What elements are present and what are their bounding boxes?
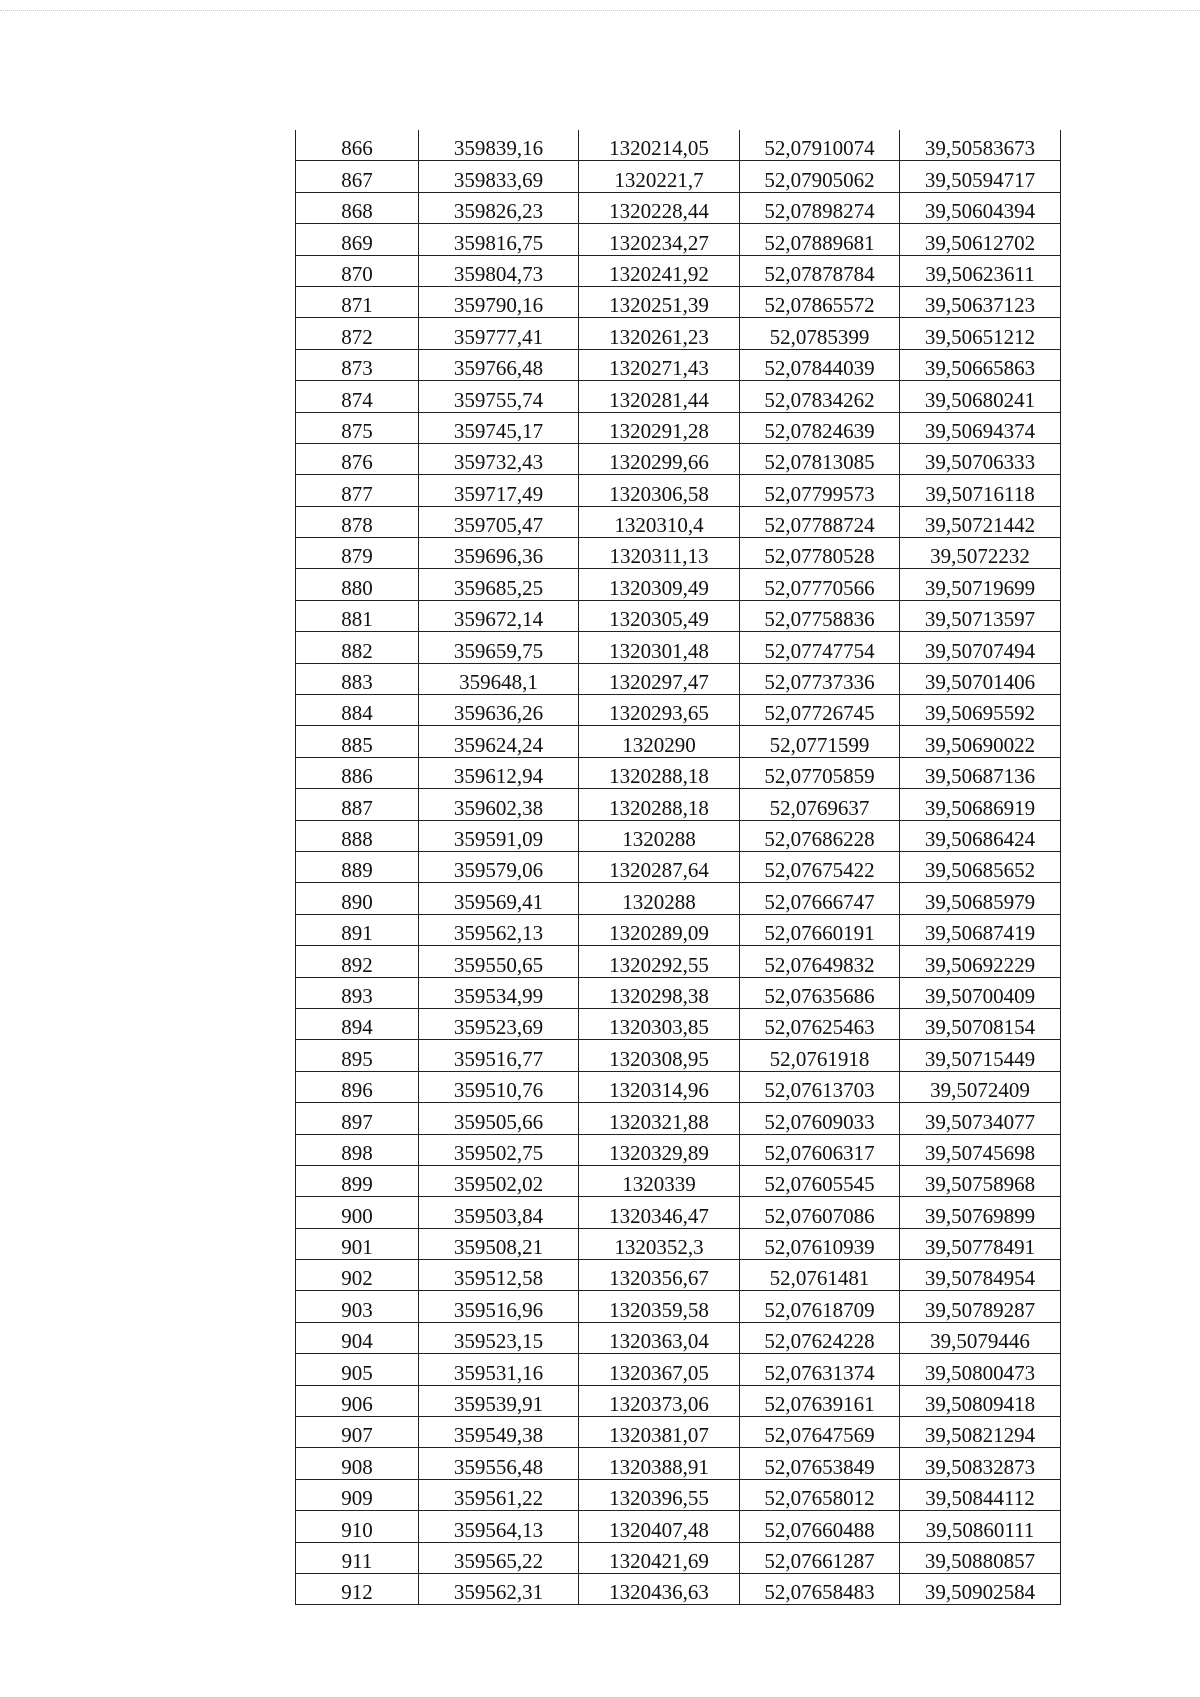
- table-row: [296, 161, 1061, 192]
- latitude-cell: 52,07639161: [740, 1385, 900, 1416]
- latitude-cell: 52,07610939: [740, 1228, 900, 1259]
- x-coordinate-cell: 359534,99: [419, 977, 579, 1008]
- point-number-cell: 898: [296, 1134, 419, 1165]
- point-number-cell: 873: [296, 349, 419, 380]
- latitude-cell: 52,07780528: [740, 538, 900, 569]
- point-number-cell: 906: [296, 1385, 419, 1416]
- point-number-cell: 888: [296, 820, 419, 851]
- y-coordinate-cell: 1320287,64: [579, 851, 740, 882]
- table-row: [296, 318, 1061, 349]
- longitude-cell: 39,50821294: [900, 1417, 1061, 1448]
- point-number-cell: 899: [296, 1165, 419, 1196]
- longitude-cell: 39,50800473: [900, 1354, 1061, 1385]
- latitude-cell: 52,07607086: [740, 1197, 900, 1228]
- x-coordinate-cell: 359766,48: [419, 349, 579, 380]
- longitude-cell: 39,50637123: [900, 286, 1061, 317]
- table-row: [296, 695, 1061, 726]
- x-coordinate-cell: 359523,15: [419, 1322, 579, 1353]
- y-coordinate-cell: 1320251,39: [579, 286, 740, 317]
- latitude-cell: 52,07613703: [740, 1071, 900, 1102]
- longitude-cell: 39,50832873: [900, 1448, 1061, 1479]
- point-number-cell: 889: [296, 851, 419, 882]
- x-coordinate-cell: 359510,76: [419, 1071, 579, 1102]
- x-coordinate-cell: 359624,24: [419, 726, 579, 757]
- table-row: [296, 1008, 1061, 1039]
- x-coordinate-cell: 359531,16: [419, 1354, 579, 1385]
- longitude-cell: 39,50778491: [900, 1228, 1061, 1259]
- longitude-cell: 39,50686919: [900, 789, 1061, 820]
- x-coordinate-cell: 359564,13: [419, 1511, 579, 1542]
- longitude-cell: 39,50685979: [900, 883, 1061, 914]
- point-number-cell: 892: [296, 946, 419, 977]
- x-coordinate-cell: 359539,91: [419, 1385, 579, 1416]
- latitude-cell: 52,07686228: [740, 820, 900, 851]
- y-coordinate-cell: 1320288: [579, 883, 740, 914]
- table-row: [296, 130, 1061, 161]
- table-row: [296, 1134, 1061, 1165]
- point-number-cell: 908: [296, 1448, 419, 1479]
- longitude-cell: 39,5079446: [900, 1322, 1061, 1353]
- y-coordinate-cell: 1320339: [579, 1165, 740, 1196]
- latitude-cell: 52,07788724: [740, 506, 900, 537]
- table-row: [296, 569, 1061, 600]
- x-coordinate-cell: 359696,36: [419, 538, 579, 569]
- table-row: [296, 286, 1061, 317]
- x-coordinate-cell: 359502,02: [419, 1165, 579, 1196]
- y-coordinate-cell: 1320214,05: [579, 130, 740, 161]
- y-coordinate-cell: 1320311,13: [579, 538, 740, 569]
- x-coordinate-cell: 359579,06: [419, 851, 579, 882]
- y-coordinate-cell: 1320241,92: [579, 255, 740, 286]
- x-coordinate-cell: 359549,38: [419, 1417, 579, 1448]
- y-coordinate-cell: 1320352,3: [579, 1228, 740, 1259]
- x-coordinate-cell: 359705,47: [419, 506, 579, 537]
- x-coordinate-cell: 359755,74: [419, 381, 579, 412]
- table-row: [296, 883, 1061, 914]
- table-row: [296, 600, 1061, 631]
- x-coordinate-cell: 359565,22: [419, 1542, 579, 1573]
- point-number-cell: 897: [296, 1103, 419, 1134]
- table-row: [296, 1291, 1061, 1322]
- y-coordinate-cell: 1320306,58: [579, 475, 740, 506]
- y-coordinate-cell: 1320221,7: [579, 161, 740, 192]
- point-number-cell: 902: [296, 1260, 419, 1291]
- table-row: [296, 1197, 1061, 1228]
- point-number-cell: 884: [296, 695, 419, 726]
- longitude-cell: 39,50701406: [900, 663, 1061, 694]
- x-coordinate-cell: 359648,1: [419, 663, 579, 694]
- point-number-cell: 912: [296, 1573, 419, 1604]
- x-coordinate-cell: 359612,94: [419, 757, 579, 788]
- x-coordinate-cell: 359502,75: [419, 1134, 579, 1165]
- table-row: [296, 192, 1061, 223]
- table-row: [296, 475, 1061, 506]
- point-number-cell: 887: [296, 789, 419, 820]
- latitude-cell: 52,07705859: [740, 757, 900, 788]
- x-coordinate-cell: 359550,65: [419, 946, 579, 977]
- x-coordinate-cell: 359602,38: [419, 789, 579, 820]
- longitude-cell: 39,50880857: [900, 1542, 1061, 1573]
- point-number-cell: 890: [296, 883, 419, 914]
- table-row: [296, 1479, 1061, 1510]
- table-row: [296, 1542, 1061, 1573]
- y-coordinate-cell: 1320314,96: [579, 1071, 740, 1102]
- longitude-cell: 39,50665863: [900, 349, 1061, 380]
- latitude-cell: 52,07824639: [740, 412, 900, 443]
- table-row: [296, 443, 1061, 474]
- x-coordinate-cell: 359562,13: [419, 914, 579, 945]
- point-number-cell: 877: [296, 475, 419, 506]
- latitude-cell: 52,07635686: [740, 977, 900, 1008]
- latitude-cell: 52,07834262: [740, 381, 900, 412]
- x-coordinate-cell: 359516,96: [419, 1291, 579, 1322]
- latitude-cell: 52,07910074: [740, 130, 900, 161]
- longitude-cell: 39,50651212: [900, 318, 1061, 349]
- latitude-cell: 52,07653849: [740, 1448, 900, 1479]
- y-coordinate-cell: 1320396,55: [579, 1479, 740, 1510]
- longitude-cell: 39,50612702: [900, 224, 1061, 255]
- table-row: [296, 538, 1061, 569]
- latitude-cell: 52,0761918: [740, 1040, 900, 1071]
- x-coordinate-cell: 359508,21: [419, 1228, 579, 1259]
- y-coordinate-cell: 1320421,69: [579, 1542, 740, 1573]
- x-coordinate-cell: 359826,23: [419, 192, 579, 223]
- latitude-cell: 52,07658483: [740, 1573, 900, 1604]
- latitude-cell: 52,07747754: [740, 632, 900, 663]
- point-number-cell: 867: [296, 161, 419, 192]
- y-coordinate-cell: 1320310,4: [579, 506, 740, 537]
- longitude-cell: 39,50860111: [900, 1511, 1061, 1542]
- latitude-cell: 52,0761481: [740, 1260, 900, 1291]
- point-number-cell: 875: [296, 412, 419, 443]
- longitude-cell: 39,50745698: [900, 1134, 1061, 1165]
- table-row: [296, 412, 1061, 443]
- table-row: [296, 1228, 1061, 1259]
- longitude-cell: 39,50623611: [900, 255, 1061, 286]
- latitude-cell: 52,07898274: [740, 192, 900, 223]
- latitude-cell: 52,07878784: [740, 255, 900, 286]
- longitude-cell: 39,50604394: [900, 192, 1061, 223]
- longitude-cell: 39,50692229: [900, 946, 1061, 977]
- latitude-cell: 52,07631374: [740, 1354, 900, 1385]
- latitude-cell: 52,07770566: [740, 569, 900, 600]
- y-coordinate-cell: 1320329,89: [579, 1134, 740, 1165]
- point-number-cell: 907: [296, 1417, 419, 1448]
- x-coordinate-cell: 359839,16: [419, 130, 579, 161]
- y-coordinate-cell: 1320281,44: [579, 381, 740, 412]
- longitude-cell: 39,50716118: [900, 475, 1061, 506]
- y-coordinate-cell: 1320289,09: [579, 914, 740, 945]
- x-coordinate-cell: 359569,41: [419, 883, 579, 914]
- point-number-cell: 896: [296, 1071, 419, 1102]
- longitude-cell: 39,50685652: [900, 851, 1061, 882]
- coordinates-table-body: [296, 130, 1061, 1605]
- y-coordinate-cell: 1320359,58: [579, 1291, 740, 1322]
- latitude-cell: 52,07649832: [740, 946, 900, 977]
- longitude-cell: 39,50715449: [900, 1040, 1061, 1071]
- x-coordinate-cell: 359561,22: [419, 1479, 579, 1510]
- y-coordinate-cell: 1320228,44: [579, 192, 740, 223]
- table-row: [296, 914, 1061, 945]
- y-coordinate-cell: 1320297,47: [579, 663, 740, 694]
- y-coordinate-cell: 1320373,06: [579, 1385, 740, 1416]
- longitude-cell: 39,50844112: [900, 1479, 1061, 1510]
- point-number-cell: 869: [296, 224, 419, 255]
- table-row: [296, 255, 1061, 286]
- latitude-cell: 52,07666747: [740, 883, 900, 914]
- y-coordinate-cell: 1320290: [579, 726, 740, 757]
- x-coordinate-cell: 359503,84: [419, 1197, 579, 1228]
- x-coordinate-cell: 359591,09: [419, 820, 579, 851]
- x-coordinate-cell: 359777,41: [419, 318, 579, 349]
- y-coordinate-cell: 1320303,85: [579, 1008, 740, 1039]
- table-row: [296, 820, 1061, 851]
- latitude-cell: 52,07661287: [740, 1542, 900, 1573]
- table-row: [296, 757, 1061, 788]
- longitude-cell: 39,50687419: [900, 914, 1061, 945]
- latitude-cell: 52,07799573: [740, 475, 900, 506]
- y-coordinate-cell: 1320298,38: [579, 977, 740, 1008]
- latitude-cell: 52,07606317: [740, 1134, 900, 1165]
- table-row: [296, 381, 1061, 412]
- y-coordinate-cell: 1320363,04: [579, 1322, 740, 1353]
- x-coordinate-cell: 359512,58: [419, 1260, 579, 1291]
- table-row: [296, 224, 1061, 255]
- x-coordinate-cell: 359804,73: [419, 255, 579, 286]
- x-coordinate-cell: 359816,75: [419, 224, 579, 255]
- y-coordinate-cell: 1320234,27: [579, 224, 740, 255]
- x-coordinate-cell: 359833,69: [419, 161, 579, 192]
- table-row: [296, 851, 1061, 882]
- y-coordinate-cell: 1320388,91: [579, 1448, 740, 1479]
- y-coordinate-cell: 1320299,66: [579, 443, 740, 474]
- latitude-cell: 52,07618709: [740, 1291, 900, 1322]
- longitude-cell: 39,50690022: [900, 726, 1061, 757]
- table-row: [296, 1165, 1061, 1196]
- latitude-cell: 52,07647569: [740, 1417, 900, 1448]
- y-coordinate-cell: 1320436,63: [579, 1573, 740, 1604]
- longitude-cell: 39,50758968: [900, 1165, 1061, 1196]
- latitude-cell: 52,07758836: [740, 600, 900, 631]
- y-coordinate-cell: 1320381,07: [579, 1417, 740, 1448]
- y-coordinate-cell: 1320308,95: [579, 1040, 740, 1071]
- table-row: [296, 663, 1061, 694]
- y-coordinate-cell: 1320291,28: [579, 412, 740, 443]
- point-number-cell: 895: [296, 1040, 419, 1071]
- latitude-cell: 52,07865572: [740, 286, 900, 317]
- point-number-cell: 881: [296, 600, 419, 631]
- longitude-cell: 39,50707494: [900, 632, 1061, 663]
- x-coordinate-cell: 359562,31: [419, 1573, 579, 1604]
- longitude-cell: 39,5072232: [900, 538, 1061, 569]
- y-coordinate-cell: 1320293,65: [579, 695, 740, 726]
- longitude-cell: 39,50784954: [900, 1260, 1061, 1291]
- longitude-cell: 39,50721442: [900, 506, 1061, 537]
- point-number-cell: 909: [296, 1479, 419, 1510]
- table-row: [296, 632, 1061, 663]
- longitude-cell: 39,50809418: [900, 1385, 1061, 1416]
- y-coordinate-cell: 1320271,43: [579, 349, 740, 380]
- longitude-cell: 39,50734077: [900, 1103, 1061, 1134]
- x-coordinate-cell: 359685,25: [419, 569, 579, 600]
- y-coordinate-cell: 1320346,47: [579, 1197, 740, 1228]
- table-row: [296, 789, 1061, 820]
- latitude-cell: 52,07675422: [740, 851, 900, 882]
- table-row: [296, 1385, 1061, 1416]
- longitude-cell: 39,50686424: [900, 820, 1061, 851]
- table-row: [296, 1511, 1061, 1542]
- latitude-cell: 52,07905062: [740, 161, 900, 192]
- latitude-cell: 52,07609033: [740, 1103, 900, 1134]
- latitude-cell: 52,0785399: [740, 318, 900, 349]
- point-number-cell: 886: [296, 757, 419, 788]
- point-number-cell: 893: [296, 977, 419, 1008]
- point-number-cell: 910: [296, 1511, 419, 1542]
- y-coordinate-cell: 1320356,67: [579, 1260, 740, 1291]
- scan-edge-line: [0, 10, 1200, 11]
- point-number-cell: 868: [296, 192, 419, 223]
- latitude-cell: 52,07726745: [740, 695, 900, 726]
- point-number-cell: 885: [296, 726, 419, 757]
- longitude-cell: 39,50713597: [900, 600, 1061, 631]
- latitude-cell: 52,07658012: [740, 1479, 900, 1510]
- table-row: [296, 977, 1061, 1008]
- x-coordinate-cell: 359717,49: [419, 475, 579, 506]
- x-coordinate-cell: 359636,26: [419, 695, 579, 726]
- latitude-cell: 52,07605545: [740, 1165, 900, 1196]
- table-row: [296, 1260, 1061, 1291]
- point-number-cell: 874: [296, 381, 419, 412]
- table-row: [296, 1322, 1061, 1353]
- point-number-cell: 903: [296, 1291, 419, 1322]
- point-number-cell: 872: [296, 318, 419, 349]
- point-number-cell: 870: [296, 255, 419, 286]
- y-coordinate-cell: 1320292,55: [579, 946, 740, 977]
- latitude-cell: 52,07737336: [740, 663, 900, 694]
- x-coordinate-cell: 359790,16: [419, 286, 579, 317]
- longitude-cell: 39,50694374: [900, 412, 1061, 443]
- longitude-cell: 39,50695592: [900, 695, 1061, 726]
- x-coordinate-cell: 359732,43: [419, 443, 579, 474]
- longitude-cell: 39,50719699: [900, 569, 1061, 600]
- latitude-cell: 52,07844039: [740, 349, 900, 380]
- y-coordinate-cell: 1320301,48: [579, 632, 740, 663]
- latitude-cell: 52,07625463: [740, 1008, 900, 1039]
- point-number-cell: 911: [296, 1542, 419, 1573]
- latitude-cell: 52,07624228: [740, 1322, 900, 1353]
- latitude-cell: 52,07660191: [740, 914, 900, 945]
- latitude-cell: 52,07660488: [740, 1511, 900, 1542]
- point-number-cell: 900: [296, 1197, 419, 1228]
- latitude-cell: 52,0771599: [740, 726, 900, 757]
- table-row: [296, 506, 1061, 537]
- longitude-cell: 39,50700409: [900, 977, 1061, 1008]
- coordinates-table-container: [295, 130, 1060, 1605]
- y-coordinate-cell: 1320288,18: [579, 789, 740, 820]
- longitude-cell: 39,50902584: [900, 1573, 1061, 1604]
- point-number-cell: 894: [296, 1008, 419, 1039]
- point-number-cell: 878: [296, 506, 419, 537]
- y-coordinate-cell: 1320305,49: [579, 600, 740, 631]
- x-coordinate-cell: 359672,14: [419, 600, 579, 631]
- table-row: [296, 1417, 1061, 1448]
- longitude-cell: 39,5072409: [900, 1071, 1061, 1102]
- y-coordinate-cell: 1320309,49: [579, 569, 740, 600]
- latitude-cell: 52,0769637: [740, 789, 900, 820]
- point-number-cell: 883: [296, 663, 419, 694]
- longitude-cell: 39,50687136: [900, 757, 1061, 788]
- table-row: [296, 349, 1061, 380]
- y-coordinate-cell: 1320321,88: [579, 1103, 740, 1134]
- point-number-cell: 904: [296, 1322, 419, 1353]
- y-coordinate-cell: 1320288,18: [579, 757, 740, 788]
- x-coordinate-cell: 359516,77: [419, 1040, 579, 1071]
- longitude-cell: 39,50594717: [900, 161, 1061, 192]
- table-row: [296, 1448, 1061, 1479]
- longitude-cell: 39,50789287: [900, 1291, 1061, 1322]
- y-coordinate-cell: 1320288: [579, 820, 740, 851]
- point-number-cell: 891: [296, 914, 419, 945]
- coordinates-table: [295, 130, 1061, 1605]
- longitude-cell: 39,50706333: [900, 443, 1061, 474]
- x-coordinate-cell: 359659,75: [419, 632, 579, 663]
- point-number-cell: 876: [296, 443, 419, 474]
- point-number-cell: 880: [296, 569, 419, 600]
- table-row: [296, 1573, 1061, 1604]
- point-number-cell: 879: [296, 538, 419, 569]
- y-coordinate-cell: 1320367,05: [579, 1354, 740, 1385]
- longitude-cell: 39,50708154: [900, 1008, 1061, 1039]
- x-coordinate-cell: 359523,69: [419, 1008, 579, 1039]
- point-number-cell: 901: [296, 1228, 419, 1259]
- table-row: [296, 1040, 1061, 1071]
- x-coordinate-cell: 359505,66: [419, 1103, 579, 1134]
- x-coordinate-cell: 359745,17: [419, 412, 579, 443]
- table-row: [296, 1071, 1061, 1102]
- table-row: [296, 946, 1061, 977]
- point-number-cell: 905: [296, 1354, 419, 1385]
- point-number-cell: 882: [296, 632, 419, 663]
- table-row: [296, 1354, 1061, 1385]
- y-coordinate-cell: 1320407,48: [579, 1511, 740, 1542]
- longitude-cell: 39,50769899: [900, 1197, 1061, 1228]
- longitude-cell: 39,50680241: [900, 381, 1061, 412]
- y-coordinate-cell: 1320261,23: [579, 318, 740, 349]
- x-coordinate-cell: 359556,48: [419, 1448, 579, 1479]
- latitude-cell: 52,07889681: [740, 224, 900, 255]
- point-number-cell: 866: [296, 130, 419, 161]
- longitude-cell: 39,50583673: [900, 130, 1061, 161]
- latitude-cell: 52,07813085: [740, 443, 900, 474]
- table-row: [296, 1103, 1061, 1134]
- table-row: [296, 726, 1061, 757]
- point-number-cell: 871: [296, 286, 419, 317]
